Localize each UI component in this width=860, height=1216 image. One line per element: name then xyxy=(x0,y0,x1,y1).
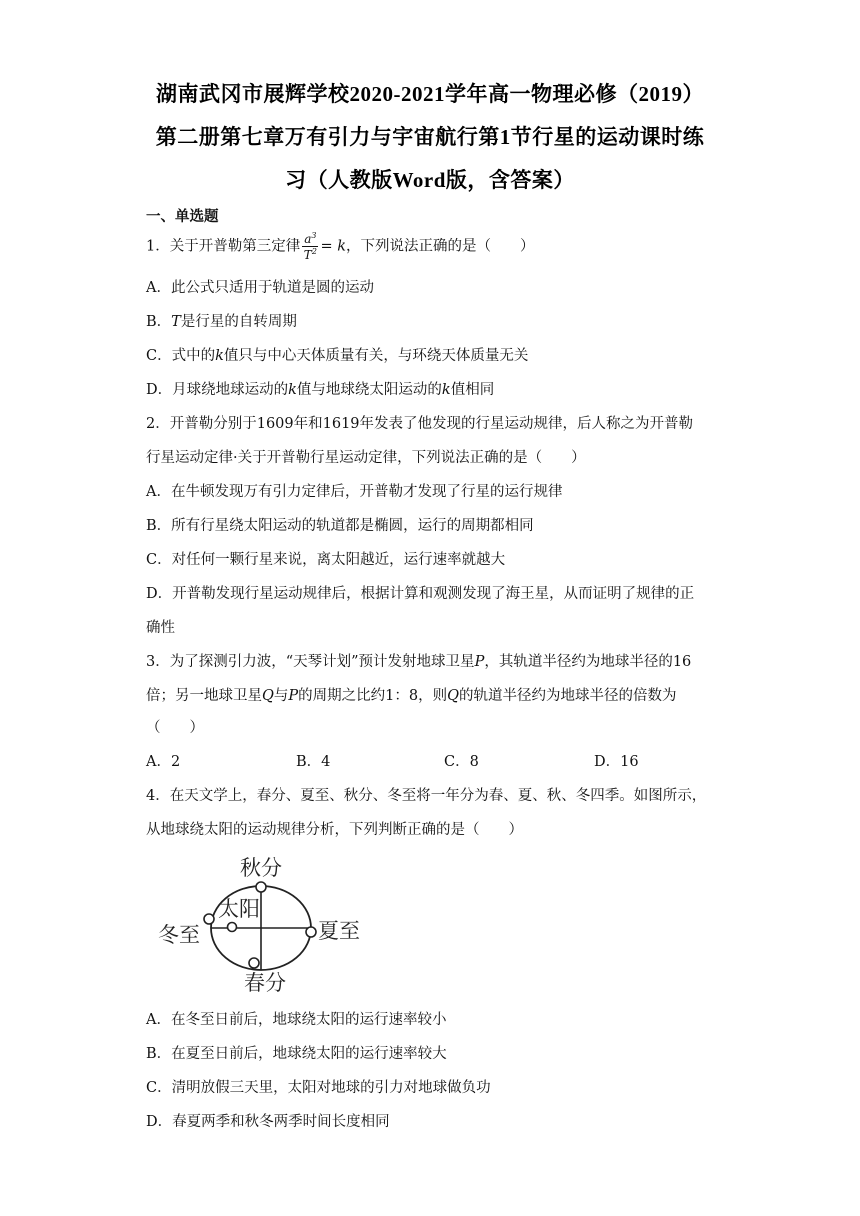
option-b-variable: T xyxy=(171,314,181,330)
q3-var-p-2: P xyxy=(288,688,299,704)
question-4-option-b: B．在夏至日前后，地球绕太阳的运行速率较大 xyxy=(146,1046,447,1062)
q3-var-q: Q xyxy=(262,688,274,704)
document-title-line-3: 习（人教版Word版，含答案） xyxy=(285,168,575,192)
sun-label: 太阳 xyxy=(218,897,260,921)
q3-text-4: 与 xyxy=(273,688,289,704)
q3-var-p: P xyxy=(474,654,485,670)
question-1-option-b xyxy=(146,310,297,331)
spring-equinox-point xyxy=(249,958,259,968)
option-c-variable: k xyxy=(215,348,224,364)
summer-solstice-label: 夏至 xyxy=(318,919,360,943)
equation-rhs: = k xyxy=(320,238,347,255)
question-4-stem-line-1: 4．在天文学上，春分、夏至、秋分、冬至将一年分为春、夏、秋、冬四季。如图所示， xyxy=(146,788,707,804)
question-1-option-a: A．此公式只适用于轨道是圆的运动 xyxy=(146,280,374,296)
fraction-denominator: T xyxy=(303,248,312,262)
question-3-option-a: A．2 xyxy=(146,754,181,770)
q3-text-5: 的周期之比约1：8，则 xyxy=(298,688,448,704)
question-1-suffix: ，下列说法正确的是（ ） xyxy=(346,238,535,255)
question-2-option-d-line-1: D．开普勒发现行星运动规律后，根据计算和观测发现了海王星，从而证明了规律的正 xyxy=(146,586,695,602)
question-2-stem-line-1: 2．开普勒分别于1609年和1619年发表了他发现的行星运动规律，后人称之为开普勒 xyxy=(146,416,694,432)
question-3-option-d: D．16 xyxy=(594,754,639,770)
document-title-line-1: 湖南武冈市展辉学校2020-2021学年高一物理必修（2019） xyxy=(156,82,704,106)
option-d-text: 值相同 xyxy=(450,382,495,398)
question-1-stem xyxy=(146,232,535,261)
option-d-variable-2: k xyxy=(441,382,451,398)
question-2-option-c: C．对任何一颗行星来说，离太阳越近，运行速率就越大 xyxy=(146,552,506,568)
kepler-fraction xyxy=(302,232,318,261)
q3-text-2: ，其轨道半径约为地球半径的16 xyxy=(484,654,692,670)
option-c-prefix: C．式中的 xyxy=(146,348,216,364)
question-3-stem-line-3: （ ） xyxy=(146,720,204,736)
q3-text-6: 的轨道半径约为地球半径的倍数为 xyxy=(459,688,677,704)
question-3-stem-line-2 xyxy=(146,684,677,705)
summer-solstice-point xyxy=(306,927,316,937)
winter-solstice-point xyxy=(204,914,214,924)
question-1-prefix: 1．关于开普勒第三定律 xyxy=(146,238,301,255)
earth-orbit-diagram xyxy=(150,848,380,998)
question-4-option-c: C．清明放假三天里，太阳对地球的引力对地球做负功 xyxy=(146,1080,491,1096)
question-2-stem-line-2: 行星运动定律·关于开普勒行星运动定律，下列说法正确的是（ ） xyxy=(146,450,586,466)
question-1-option-d xyxy=(146,378,494,399)
question-3-option-b: B．4 xyxy=(296,754,331,770)
question-4-option-d: D．春夏两季和秋冬两季时间长度相同 xyxy=(146,1114,390,1130)
q3-text-1: 3．为了探测引力波，“天琴计划”预计发射地球卫星 xyxy=(146,654,475,670)
autumn-equinox-point xyxy=(256,882,266,892)
section-heading: 一、单选题 xyxy=(146,208,219,225)
q3-text-3: 倍；另一地球卫星 xyxy=(146,688,262,704)
question-3-stem-line-1 xyxy=(146,650,691,671)
question-2-option-d-line-2: 确性 xyxy=(146,620,175,636)
fraction-numerator: a xyxy=(304,232,312,246)
sun-point xyxy=(228,923,237,932)
document-title-line-2: 第二册第七章万有引力与宇宙航行第1节行星的运动课时练 xyxy=(155,125,705,149)
question-2-option-b: B．所有行星绕太阳运动的轨道都是椭圆，运行的周期都相同 xyxy=(146,518,534,534)
spring-equinox-label: 春分 xyxy=(244,971,286,995)
question-4-option-a: A．在冬至日前后，地球绕太阳的运行速率较小 xyxy=(146,1012,447,1028)
option-d-prefix: D．月球绕地球运动的 xyxy=(146,382,289,398)
question-4-stem-line-2: 从地球绕太阳的运动规律分析，下列判断正确的是（ ） xyxy=(146,822,523,838)
denominator-exponent: 2 xyxy=(311,247,317,256)
option-b-prefix: B． xyxy=(146,314,172,330)
q3-var-q-2: Q xyxy=(447,688,459,704)
option-d-middle: 值与地球绕太阳运动的 xyxy=(296,382,442,398)
option-b-text: 是行星的自转周期 xyxy=(180,314,297,330)
numerator-exponent: 3 xyxy=(311,231,317,240)
question-3-option-c: C．8 xyxy=(444,754,479,770)
question-2-option-a: A．在牛顿发现万有引力定律后，开普勒才发现了行星的运行规律 xyxy=(146,484,563,500)
question-1-option-c xyxy=(146,344,528,365)
option-d-variable-1: k xyxy=(288,382,297,398)
autumn-equinox-label: 秋分 xyxy=(240,856,282,880)
option-c-text: 值只与中心天体质量有关，与环绕天体质量无关 xyxy=(223,348,529,364)
winter-solstice-label: 冬至 xyxy=(158,923,200,947)
